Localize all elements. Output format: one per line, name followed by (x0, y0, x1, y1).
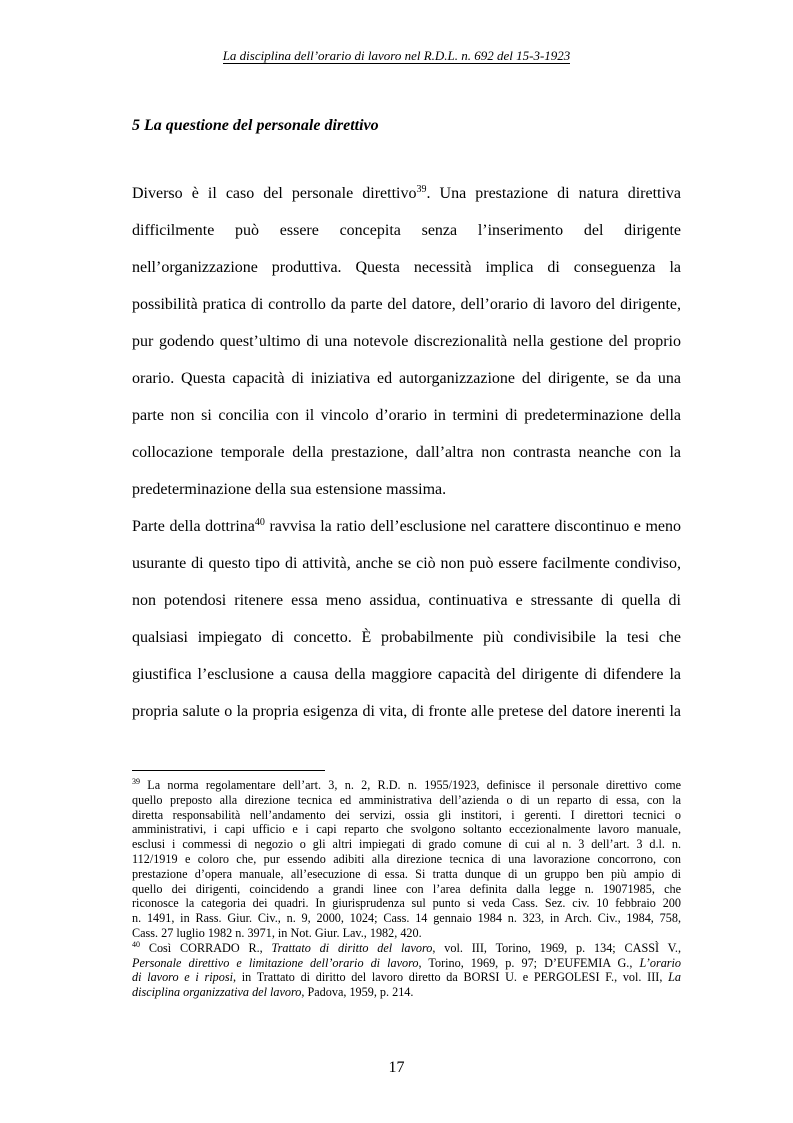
footnote-ref-39[interactable]: 39 (416, 184, 427, 195)
body-line: predeterminazione della sua estensione massima. (132, 481, 447, 498)
footnote-40: $^{40}$ Così CORRADO R., Trattato di diritto del lavoro, vol. III, Torino, 1969, p. 134; CASSÌ V., (132, 940, 681, 955)
page-number: 17 (388, 1059, 405, 1076)
footnote-39: $^{39}$ La norma regolamentare dell’art. 3, n. 2, R.D. n. 1955/1923, definisce il personale direttivo come (132, 778, 681, 792)
footnote-line: amministrativi, i capi ufficio e i capi reparto che svolgono soltanto eccezionalmente lavoro manuale, (132, 822, 681, 837)
footnote-line: quello preposto alla direzione tecnica ed amministrativa dell’azienda o di un reparto di essa, con la (132, 792, 681, 807)
footnote-line: diretta responsabilità nell’andamento dei servizi, ossia gli institori, i gerenti. I direttori tecnici o (132, 807, 681, 822)
footnote-line: n. 1491, in Rass. Giur. Civ., n. 9, 2000, 1024; Cass. 14 gennaio 1984 n. 323, in Arch. Civ., 1984, 758, (132, 911, 681, 926)
footnote-number-40: 40 (132, 940, 140, 949)
footnote-line: Cass. 27 luglio 1982 n. 3971, in Not. Giur. Lav., 1982, 420. (132, 925, 422, 940)
footnote-line: di lavoro e i riposi, in Trattato di diritto del lavoro diretto da BORSI U. e PERGOLESI F., vol. III, La (132, 970, 681, 985)
running-header (0, 48, 793, 64)
footnote-ref-40[interactable]: 40 (254, 517, 265, 528)
body-line: pur godendo quest’ultimo di una notevole discrezionalità nella gestione del proprio (132, 333, 681, 350)
footnote-separator (132, 770, 325, 771)
body-line: difficilmente può essere concepita senza l’inserimento del dirigente (132, 222, 681, 239)
body-line: nell’organizzazione produttiva. Questa necessità implica di conseguenza la (132, 259, 681, 276)
footnote-number-39: 39 (132, 778, 140, 786)
footnotes (132, 778, 681, 1000)
body-line: non potendosi ritenere essa meno assidua, continuativa e stressante di quella di (132, 592, 681, 609)
body-line: giustifica l’esclusione a causa della maggiore capacità del dirigente di difendere la (132, 666, 681, 683)
body-line: qualsiasi impiegato di concetto. È probabilmente più condivisibile la tesi che (132, 629, 681, 646)
footnote-line: quello dei dirigenti, coincidendo a grandi linee con l’area definita dalla legge n. 19071985, che (132, 881, 681, 896)
body-line: Parte della dottrina$^{40}$ ravvisa la ratio dell’esclusione nel carattere discontinuo e meno (132, 517, 681, 535)
footnote-line: Personale direttivo e limitazione dell’orario di lavoro, Torino, 1969, p. 97; D’EUFEMIA G., L’orario (132, 955, 681, 970)
footnote-line: disciplina organizzativa del lavoro, Padova, 1959, p. 214. (132, 985, 414, 1000)
footnote-line: riconosce la categoria dei quadri. In giurisprudenza sul punto si veda Cass. Sez. civ. 10 febbraio 200 (132, 896, 681, 911)
footnote-line: prestazione d’opera manuale, all’esecuzione di essa. Si tratta dunque di un gruppo ben più ampio di (132, 866, 681, 881)
running-header-text: La disciplina dell’orario di lavoro nel R.D.L. n. 692 del 15-3-1923 (222, 48, 571, 63)
footnote-line: 112/1919 e coloro che, pur essendo adibiti alla direzione tecnica di una lavorazione concorrono, con (132, 851, 681, 866)
footnote-line: esclusi i commessi di negozio o gli altri impiegati di grado comune di cui al n. 3 dell’art. 3 d.l. n. (132, 837, 681, 852)
body-line: parte non si concilia con il vincolo d’orario in termini di predeterminazione della (132, 407, 681, 424)
body-line: Diverso è il caso del personale direttivo$^{39}$. Una prestazione di natura direttiva (132, 184, 681, 202)
body-line: usurante di questo tipo di attività, anche se ciò non può essere facilmente condiviso, (132, 555, 681, 572)
body-line: propria salute o la propria esigenza di vita, di fronte alle pretese del datore inerenti la (132, 703, 681, 720)
body-line: possibilità pratica di controllo da parte del datore, dell’orario di lavoro del dirigente, (132, 296, 681, 313)
body-line: orario. Questa capacità di iniziativa ed autorganizzazione del dirigente, se da una (132, 370, 681, 387)
body-text (132, 184, 681, 722)
section-title: 5 La questione del personale direttivo (132, 117, 379, 134)
body-line: collocazione temporale della prestazione, dall’altra non contrasta neanche con la (132, 444, 681, 461)
